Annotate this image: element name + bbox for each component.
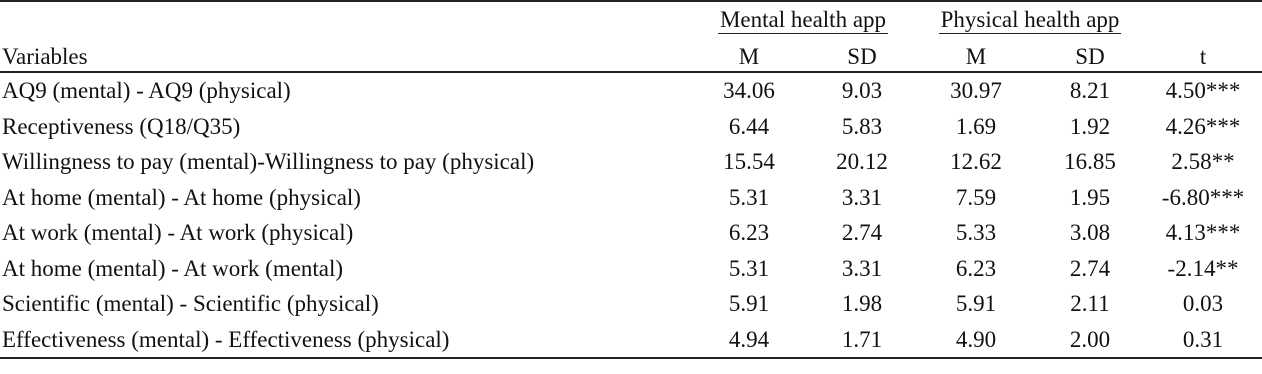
m-mental-cell: 6.23 (728, 220, 770, 246)
m-mental-cell: 5.31 (728, 255, 770, 281)
m-mental-cell: 5.91 (728, 291, 770, 317)
variable-cell: At home (mental) - At home (physical) (2, 184, 361, 210)
sd-mental-cell: 5.83 (841, 113, 883, 139)
t-value-cell: 4.26*** (1165, 113, 1241, 139)
variable-cell: At work (mental) - At work (physical) (2, 220, 354, 246)
sd-mental-cell: 3.31 (841, 255, 883, 281)
m-physical-cell: 7.59 (955, 184, 997, 210)
table-row (0, 144, 1262, 180)
variable-cell: At home (mental) - At work (mental) (2, 255, 344, 281)
blank-header-cell (0, 1, 690, 35)
sd-mental-cell: 3.31 (841, 184, 883, 210)
t-value-cell: 0.03 (1182, 291, 1224, 317)
table-row (0, 109, 1262, 145)
variable-cell: Receptiveness (Q18/Q35) (2, 113, 241, 139)
table-body (0, 72, 1262, 358)
table-row (0, 215, 1262, 251)
sd-physical-cell: 16.85 (1064, 149, 1116, 175)
m-physical-cell: 5.33 (955, 220, 997, 246)
m-physical-cell: 6.23 (955, 255, 997, 281)
variable-cell: Effectiveness (mental) - Effectiveness (physical) (0, 322, 690, 359)
m-physical-cell: 30.97 (950, 78, 1002, 104)
t-value-cell: -2.14** (1167, 255, 1239, 281)
m-mental-cell: 6.44 (728, 113, 770, 139)
m-mental-cell: 4.94 (690, 322, 808, 359)
variable-cell: AQ9 (mental) - AQ9 (physical) (2, 78, 291, 104)
column-header-m-mental: M (690, 35, 808, 72)
table-row (0, 180, 1262, 216)
m-mental-cell: 15.54 (723, 149, 775, 175)
column-header-sd-physical: SD (1036, 35, 1144, 72)
blank-header-cell (1144, 1, 1262, 35)
column-header-sd-mental: SD (808, 35, 916, 72)
variable-cell: Scientific (mental) - Scientific (physical) (2, 291, 379, 317)
group-header-physical (916, 1, 1144, 35)
m-physical-cell: 12.62 (950, 149, 1002, 175)
sd-mental-cell: 2.74 (841, 220, 883, 246)
m-physical-cell: 5.91 (955, 291, 997, 317)
column-header-variables: Variables (0, 35, 690, 72)
sd-physical-cell: 2.00 (1036, 322, 1144, 359)
sd-physical-cell: 2.74 (1069, 255, 1111, 281)
table-row (0, 286, 1262, 322)
sd-physical-cell: 3.08 (1069, 220, 1111, 246)
table-row (0, 251, 1262, 287)
group-header-row (0, 1, 1262, 35)
group-header-physical-label: Physical health app (940, 7, 1120, 32)
m-physical-cell: 4.90 (916, 322, 1036, 359)
group-header-mental-label: Mental health app (719, 7, 887, 32)
column-header-t: t (1144, 35, 1262, 72)
sd-mental-cell: 1.71 (808, 322, 916, 359)
table-row (0, 322, 1262, 359)
t-value-cell: 2.58** (1171, 149, 1235, 175)
t-value-cell: 4.50*** (1165, 78, 1241, 104)
sd-mental-cell: 1.98 (841, 291, 883, 317)
sd-mental-cell: 9.03 (841, 78, 883, 104)
sd-mental-cell: 20.12 (836, 149, 888, 175)
sd-physical-cell: 1.95 (1069, 184, 1111, 210)
column-header-m-physical: M (916, 35, 1036, 72)
variable-cell: Willingness to pay (mental)-Willingness to pay (physical) (2, 149, 535, 175)
column-header-row (0, 35, 1262, 72)
m-mental-cell: 5.31 (728, 184, 770, 210)
m-mental-cell: 34.06 (723, 78, 775, 104)
sd-physical-cell: 8.21 (1069, 78, 1111, 104)
m-physical-cell: 1.69 (955, 113, 997, 139)
sd-physical-cell: 1.92 (1069, 113, 1111, 139)
group-header-mental (690, 1, 916, 35)
sd-physical-cell: 2.11 (1070, 291, 1110, 317)
table-row (0, 72, 1262, 109)
t-value-cell: 4.13*** (1165, 220, 1241, 246)
t-value-cell: 0.31 (1144, 322, 1262, 359)
t-value-cell: -6.80*** (1161, 184, 1245, 210)
